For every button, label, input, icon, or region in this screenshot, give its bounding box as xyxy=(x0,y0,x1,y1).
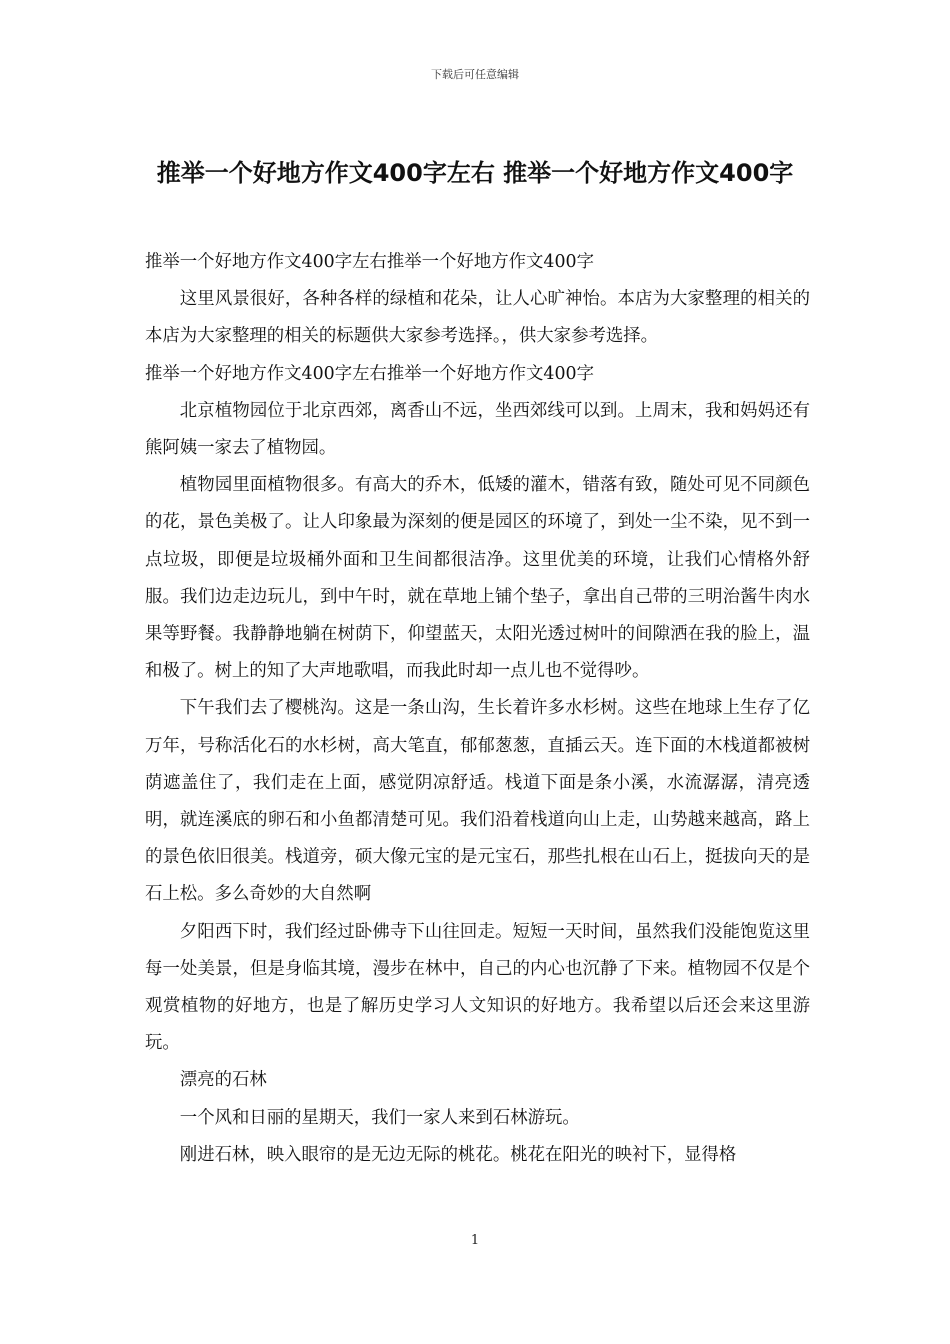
page-header: 下载后可任意编辑 xyxy=(431,68,519,81)
paragraph: 推举一个好地方作文400字左右推举一个好地方作文400字 xyxy=(145,363,594,384)
page-number: 1 xyxy=(470,1233,480,1248)
document-title: 推举一个好地方作文400字左右 推举一个好地方作文400字 xyxy=(156,159,794,187)
paragraph: 北京植物园位于北京西郊，离香山不远，坐西郊线可以到。上周末，我和妈妈还有熊阿姨一家去了植物园。 xyxy=(145,400,810,459)
document-body xyxy=(145,244,810,1174)
paragraph: 刚进石林，映入眼帘的是无边无际的桃花。桃花在阳光的映衬下，显得格 xyxy=(179,1144,737,1165)
paragraph: 下午我们去了樱桃沟。这是一条山沟，生长着许多水杉树。这些在地球上生存了亿万年，号称活化石的水杉树，高大笔直，郁郁葱葱，直插云天。连下面的木栈道都被树荫遮盖住了，我们走在上面，感觉阴凉舒适。栈道下面是条小溪，水流潺潺，清亮透明，就连溪底的卵石和小鱼都清楚可见。我们沿着栈道向山上走，山势越来越高，路上的景色依旧很美。栈道旁，硕大像元宝的是元宝石，那些扎根在山石上，挺拔向天的是石上松。多么奇妙的大自然啊 xyxy=(145,698,810,905)
paragraph: 夕阳西下时，我们经过卧佛寺下山往回走。短短一天时间，虽然我们没能饱览这里每一处美景，但是身临其境，漫步在林中，自己的内心也沉静了下来。植物园不仅是个观赏植物的好地方，也是了解历史学习人文知识的好地方。我希望以后还会来这里游玩。 xyxy=(145,921,810,1054)
paragraph: 一个风和日丽的星期天，我们一家人来到石林游玩。 xyxy=(179,1107,580,1128)
section-heading: 漂亮的石林 xyxy=(179,1070,267,1091)
paragraph: 植物园里面植物很多。有高大的乔木，低矮的灌木，错落有致，随处可见不同颜色的花，景色美极了。让人印象最为深刻的便是园区的环境了，到处一尘不染，见不到一点垃圾，即便是垃圾桶外面和卫生间都很洁净。这里优美的环境，让我们心情格外舒服。我们边走边玩儿，到中午时，就在草地上铺个垫子，拿出自己带的三明治酱牛肉水果等野餐。我静静地躺在树荫下，仰望蓝天，太阳光透过树叶的间隙洒在我的脸上，温和极了。树上的知了大声地歌唱，而我此时却一点儿也不觉得吵。 xyxy=(145,475,810,682)
paragraph: 这里风景很好，各种各样的绿植和花朵，让人心旷神怡。本店为大家整理的相关的本店为大家整理的相关的标题供大家参考选择。，供大家参考选择。 xyxy=(145,289,810,347)
paragraph: 推举一个好地方作文400字左右推举一个好地方作文400字 xyxy=(145,252,594,272)
